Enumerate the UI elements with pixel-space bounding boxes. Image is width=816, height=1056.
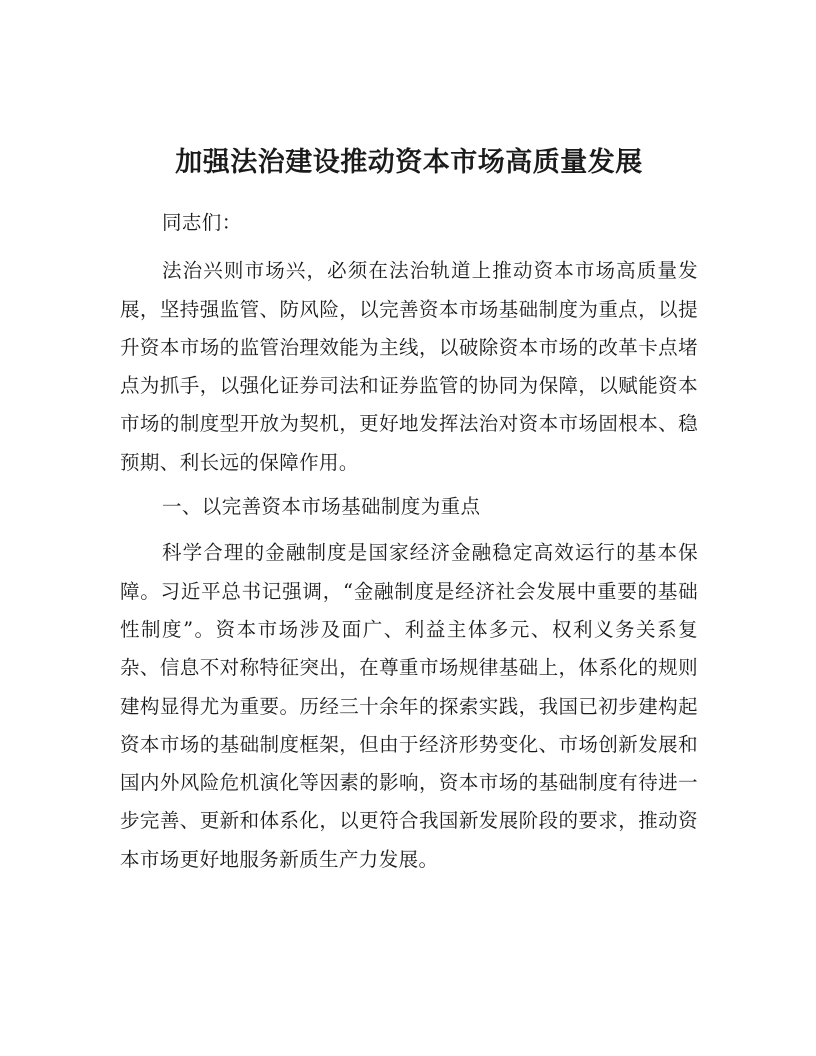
body-paragraph: 科学合理的金融制度是国家经济金融稳定高效运行的基本保障。习近平总书记强调，“金融制度是经济社会发展中重要的基础性制度”。资本市场涉及面广、利益主体多元、权利义务关系复杂、信息不对称特征突出，在尊重市场规律基础上，体系化的规则建构显得尤为重要。历经三十余年的探索实践，我国已初步建构起资本市场的基础制度框架，但由于经济形势变化、市场创新发展和国内外风险危机演化等因素的影响，资本市场的基础制度有待进一步完善、更新和体系化，以更符合我国新发展阶段的要求，推动资本市场更好地服务新质生产力发展。	[120, 541, 698, 871]
section-heading-1: 一、以完善资本市场基础制度为重点	[162, 495, 481, 519]
intro-paragraph: 法治兴则市场兴，必须在法治轨道上推动资本市场高质量发展，坚持强监管、防风险，以完善资本市场基础制度为重点，以提升资本市场的监管治理效能为主线，以破除资本市场的改革卡点堵点为抓手，以强化证券司法和证券监管的协同为保障，以赋能资本市场的制度型开放为契机，更好地发挥法治对资本市场固根本、稳预期、利长远的保障作用。	[120, 259, 698, 474]
document-body	[120, 140, 698, 879]
document-title: 加强法治建设推动资本市场高质量发展	[175, 147, 643, 178]
greeting: 同志们：	[162, 211, 242, 234]
